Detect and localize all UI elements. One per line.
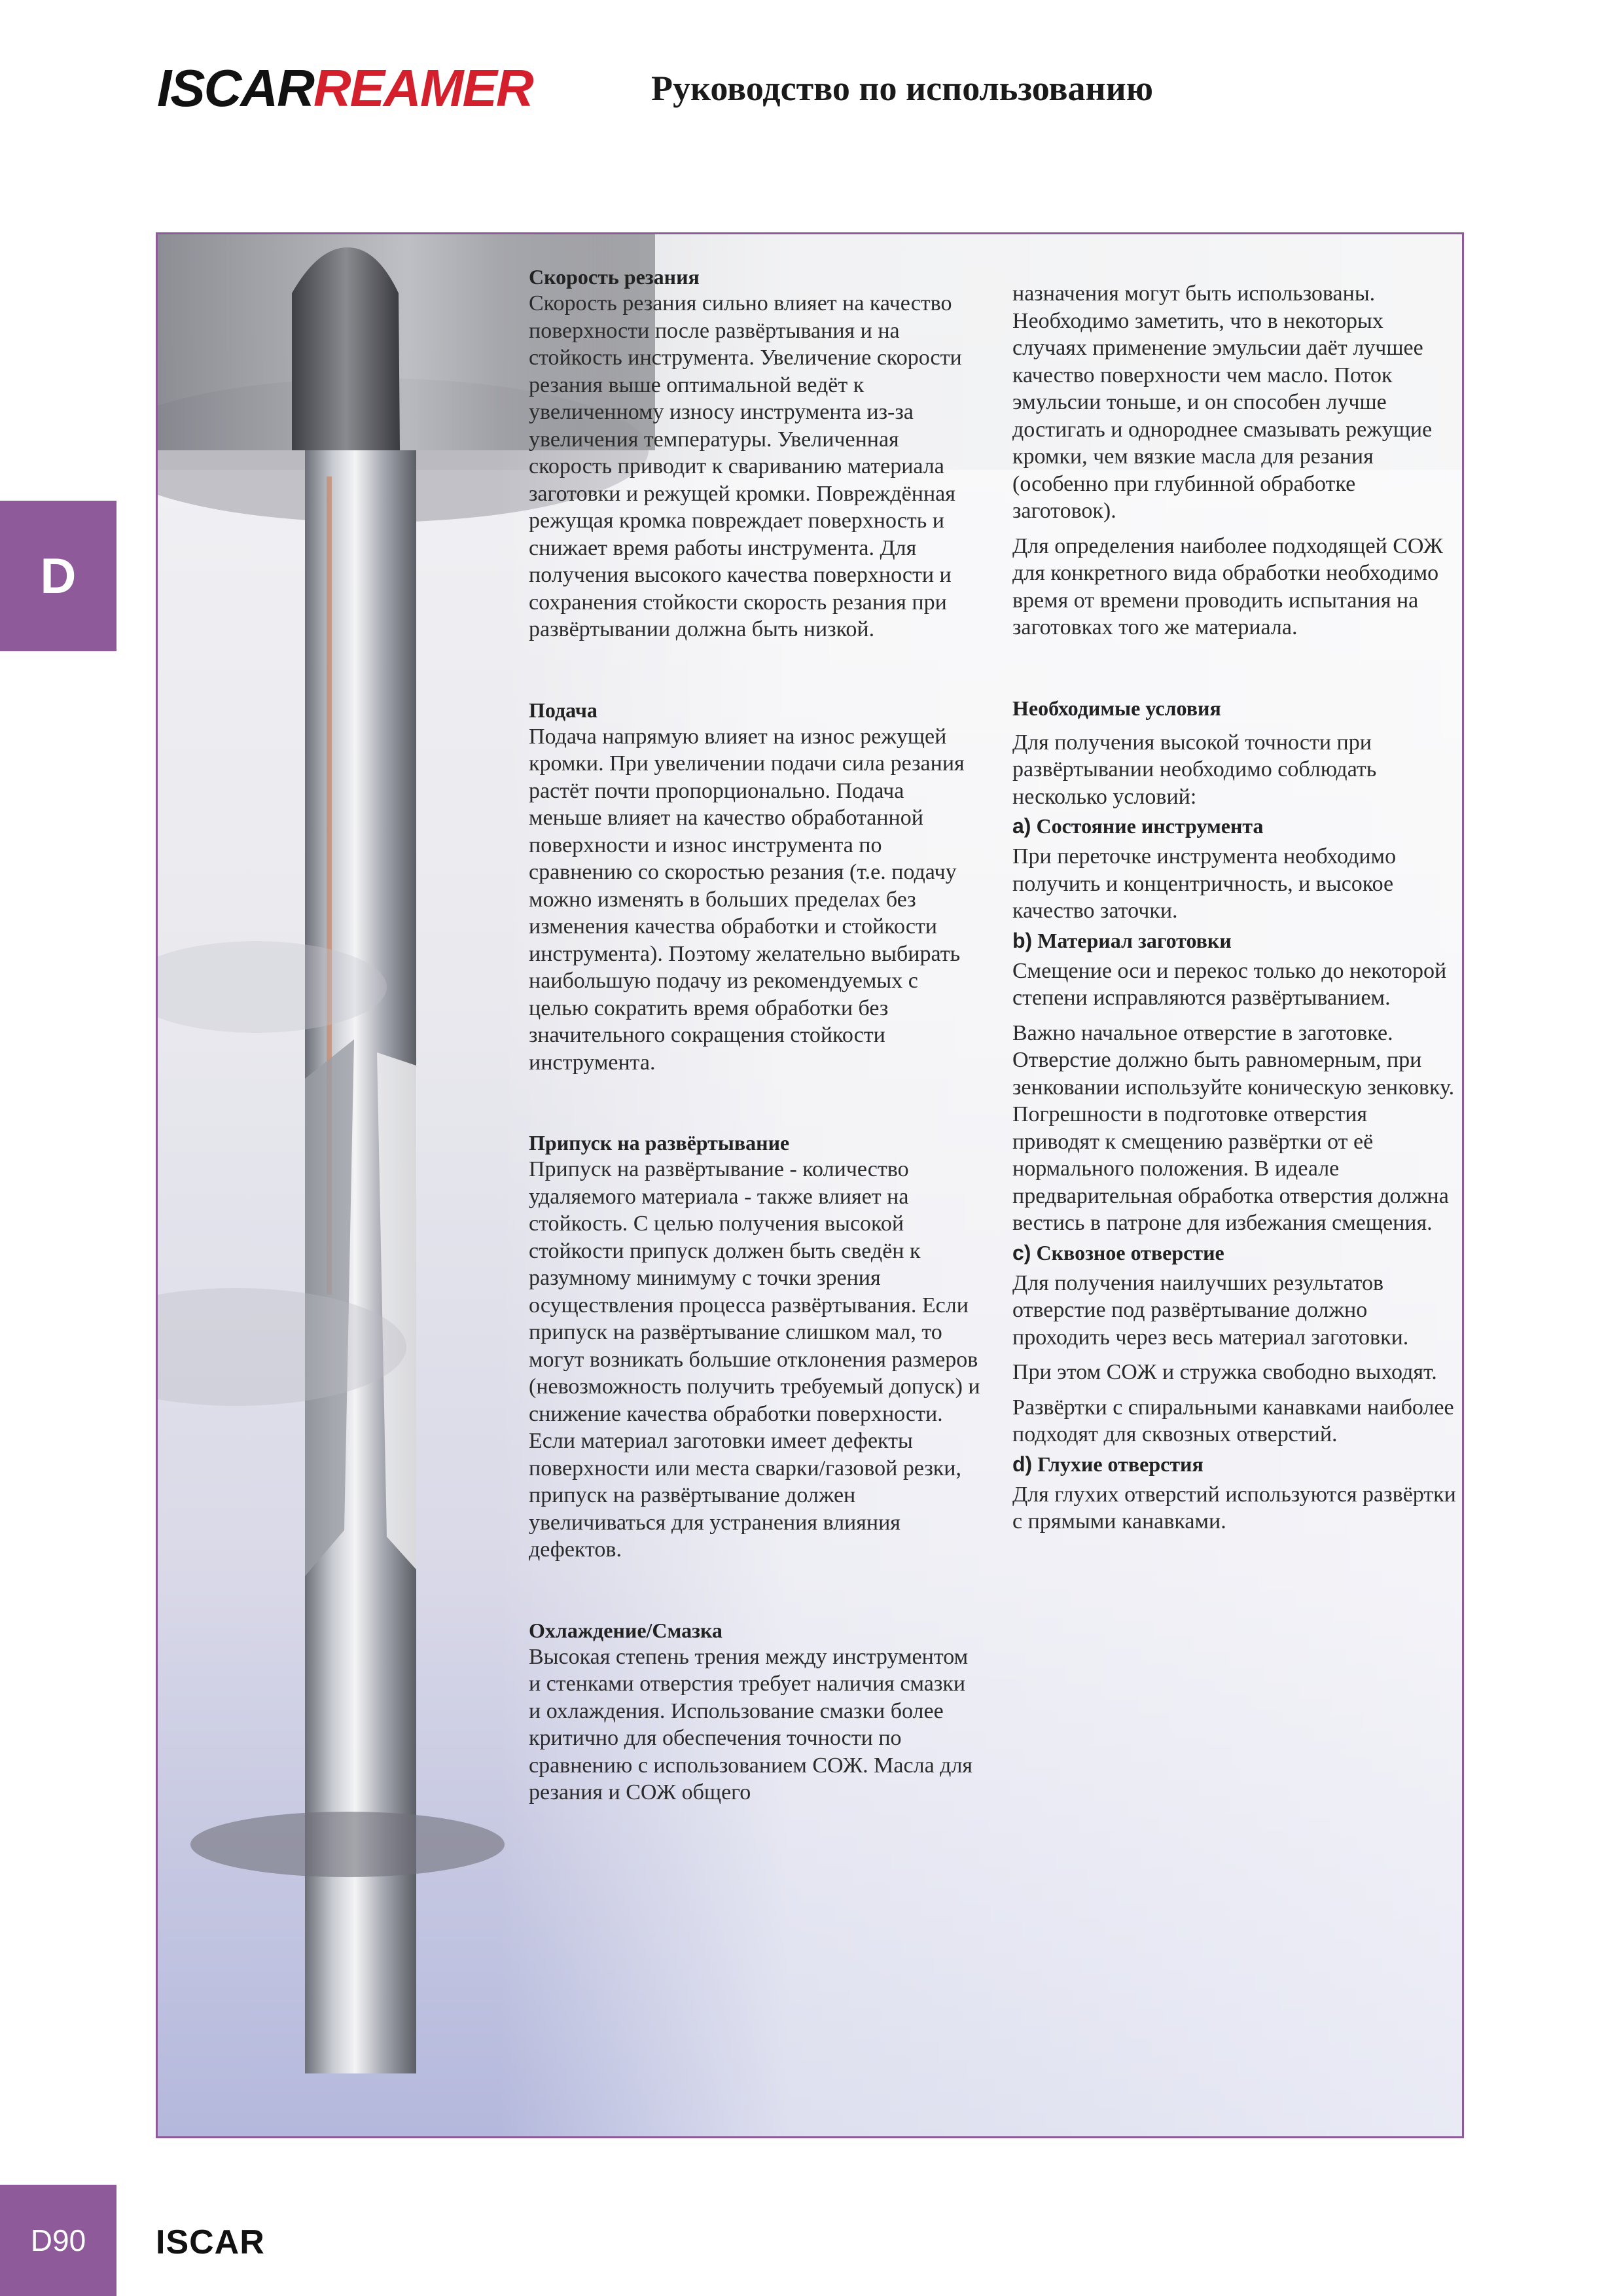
text-reaming-allowance: Припуск на развёртывание - количество удаляемого материала - также влияет на стойкость. С целью получения высокой стойкости припуск должен быть сведён к разумному минимуму с точки зрения осуществления процесса развёртывания. Если припуск на развёртывание слишком мал, то могут возникать большие отклонения размеров (невозможность получить требуемый допуск) и снижение качества обработки поверхности. Если материал заготовки имеет дефекты поверхности или места сварки/газовой резки, припуск на развёртывание должен увеличиваться для устранения влияния дефектов. [529, 1157, 980, 1562]
text-cutting-speed: Скорость резания сильно влияет на качество поверхности после развёртывания и на стойкость инструмента. Увеличение скорости резания выше оптимальной ведёт к увеличенному износу инструмента из-за увеличения температуры. Увеличенная скорость приводит к свариванию материала заготовки и режущей кромки. Повреждённая режущая кромка повреждает поверхность и снижает время работы инструмента. Для получения высокого качества поверхности и сохранения стойкости скорость резания при развёртывании должна быть низкой. [529, 291, 962, 641]
page-title: Руководство по использованию [651, 69, 1154, 108]
text-coolant-testing: Для определения наиболее подходящей СОЖ для конкретного вида обработки необходимо время от времени проводить испытания на заготовках того же материала. [1012, 533, 1444, 639]
right-column [1012, 280, 1457, 1535]
title-workpiece-material: Материал заготовки [1037, 928, 1232, 952]
title-blind-holes: Глухие отверстия [1037, 1452, 1204, 1476]
letter-d: d) [1012, 1452, 1033, 1476]
text-tool-condition: При переточке инструмента необходимо получить и концентричность, и высокое качество заточки. [1012, 844, 1397, 923]
logo-reamer: REAMER [313, 59, 533, 117]
text-cooling: Высокая степень трения между инструментом и стенками отверстия требует наличия смазки и охлаждения. Использование смазки более критично для обеспечения точности по сравнению с использованием СОЖ. Масла для резания и СОЖ общего [529, 1644, 973, 1804]
iscar-reamer-logo [157, 59, 533, 118]
logo-iscar: ISCAR [157, 59, 313, 117]
subheading-through-hole [1012, 1238, 1457, 1267]
text-through-hole-2: При этом СОЖ и стружка свободно выходят. [1012, 1360, 1437, 1384]
letter-b: b) [1012, 928, 1033, 952]
letter-c: c) [1012, 1240, 1031, 1265]
text-feed: Подача напрямую влияет на износ режущей кромки. При увеличении подачи сила резания растёт почти пропорционально. Подача меньше влияет на качество обработанной поверхности и износ инструмента по сравнению со скоростью резания (т.е. подачу можно изменять в больших пределах без изменения качества обработки и стойкости инструмента). Поэтому желательно выбирать наибольшую подачу из рекомендуемых с целью сократить время обработки без значительного сокращения стойкости инструмента. [529, 724, 965, 1075]
left-column [529, 264, 980, 1806]
title-tool-condition: Состояние инструмента [1036, 814, 1264, 838]
text-through-hole-3: Развёртки с спиральными канавками наиболее подходят для сквозных отверстий. [1012, 1395, 1454, 1446]
heading-cutting-speed: Скорость резания [529, 265, 700, 289]
text-blind-holes: Для глухих отверстий используются развёртки с прямыми канавками. [1012, 1482, 1456, 1534]
text-cooling-continued: назначения могут быть использованы. Необходимо заметить, что в некоторых случаях применение эмульсии даёт лучшее качество поверхности чем масло. Поток эмульсии тоньше, и он способен лучше достигать и однороднее смазывать режущие кромки, чем вязкие масла для резания (особенно при глубинной обработке заготовок). [1012, 281, 1433, 523]
footer-iscar-logo: ISCAR [156, 2223, 265, 2261]
content-frame [156, 232, 1464, 2138]
subheading-workpiece-material [1012, 926, 1457, 955]
title-through-hole: Сквозное отверстие [1036, 1240, 1224, 1265]
text-conditions: Для получения высокой точности при развёртывании необходимо соблюдать несколько условий: [1012, 730, 1377, 809]
page-number: D90 [0, 2185, 116, 2296]
subheading-tool-condition [1012, 812, 1457, 840]
heading-feed: Подача [529, 698, 597, 722]
subheading-blind-holes [1012, 1450, 1457, 1479]
text-workpiece-1: Смещение оси и перекос только до некоторой степени исправляются развёртыванием. [1012, 958, 1447, 1010]
heading-conditions: Необходимые условия [1012, 696, 1221, 720]
text-through-hole-1: Для получения наилучших результатов отверстие под развёртывание должно проходить через весь материал заготовки. [1012, 1270, 1409, 1350]
heading-reaming-allowance: Припуск на развёртывание [529, 1131, 790, 1155]
text-workpiece-2: Важно начальное отверстие в заготовке. Отверстие должно быть равномерным, при зенковании используйте коническую зенковку. Погрешности в подготовке отверстия приводят к смещению развёртки от её нормального положения. В идеале предварительная обработка отверстия должна вестись в патроне для избежания смещения. [1012, 1020, 1455, 1235]
heading-cooling: Охлаждение/Смазка [529, 1618, 722, 1642]
letter-a: a) [1012, 814, 1031, 838]
section-tab: D [0, 501, 116, 651]
